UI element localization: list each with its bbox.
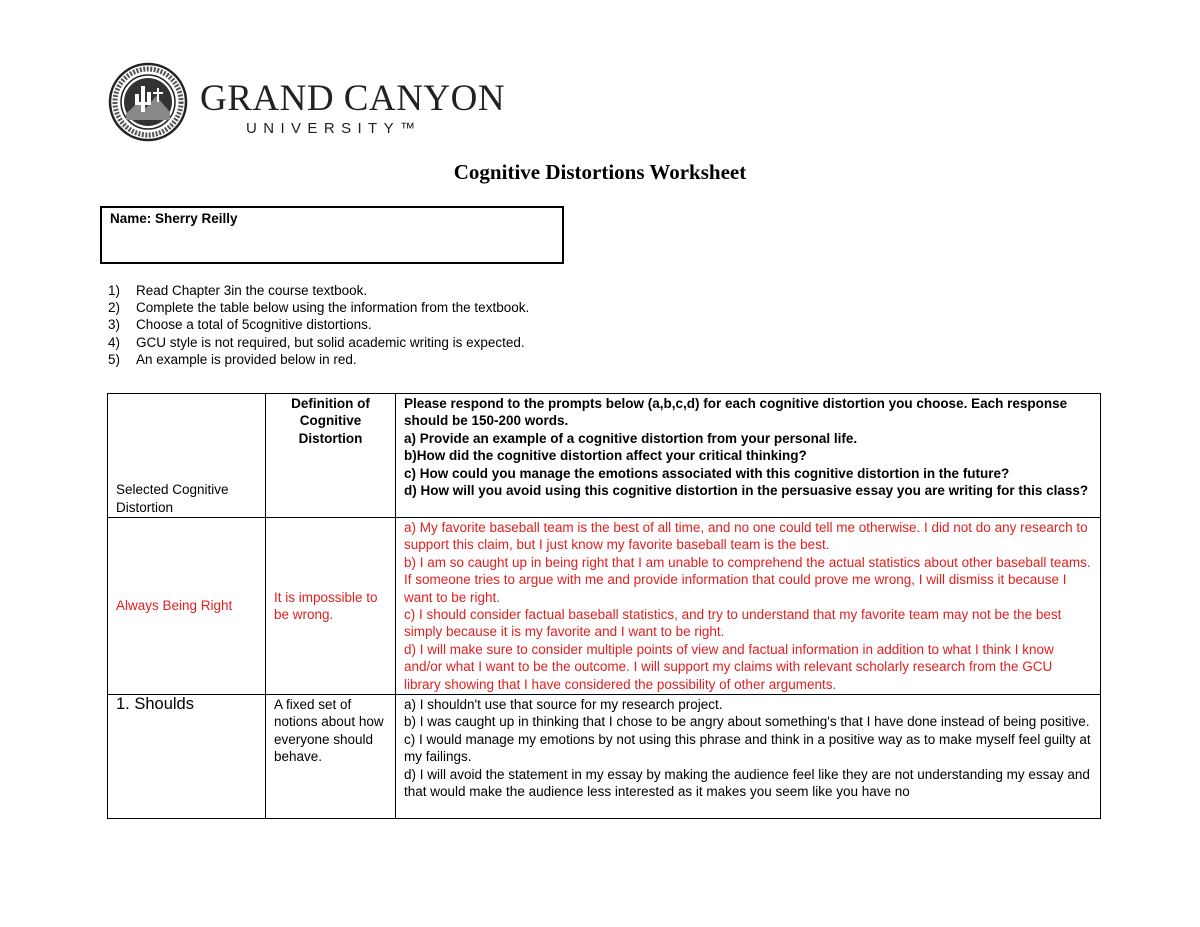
table-header-row	[108, 394, 1101, 518]
worksheet-title: Cognitive Distortions Worksheet	[453, 160, 747, 184]
instruction-item	[108, 334, 529, 351]
instruction-number: 3)	[108, 317, 121, 333]
student-name: Name: Sherry Reilly	[110, 211, 238, 226]
response-d: d) I will make sure to consider multiple points of view and factual information in addition to what I think I know and/or what I want to be the outcome. I will support my claims with relevant scholarly research from the GCU library showing that I have considered the possibility of other arguments.	[404, 641, 1054, 692]
responses-container	[404, 696, 1092, 814]
distortion-definition: A fixed set of notions about how everyone should behave.	[266, 695, 396, 819]
response-b: b) I am so caught up in being right that I am unable to comprehend the actual statistics about other baseball teams. If someone tries to argue with me and provide information that could prove me wrong, I will dismiss it because I want to be right.	[404, 554, 1091, 605]
instruction-item	[108, 282, 529, 299]
prompt-intro: Please respond to the prompts below (a,b,c,d) for each cognitive distortion you choose. Each response should be 150-200 words.	[404, 396, 1068, 429]
instruction-text: Choose a total of 5cognitive distortions.	[136, 317, 372, 333]
instruction-item	[108, 316, 529, 333]
instruction-item	[108, 351, 529, 368]
table-row	[108, 518, 1101, 695]
name-field-box	[100, 206, 564, 264]
instruction-text: Read Chapter 3in the course textbook.	[136, 283, 368, 298]
distortion-name: 1. Shoulds	[108, 695, 266, 819]
table-row	[108, 695, 1101, 819]
university-wordmark	[200, 80, 505, 137]
instruction-number: 2)	[108, 300, 121, 316]
response-a: a) I shouldn't use that source for my research project.	[404, 697, 723, 713]
distortion-name: Always Being Right	[108, 518, 266, 695]
instruction-item	[108, 299, 529, 316]
response-c: c) I should consider factual baseball statistics, and try to understand that my favorite team may not be the best simply because it is my favorite and I want to be right.	[404, 607, 1062, 640]
instruction-number: 5)	[108, 351, 121, 367]
response-d: d) I will avoid the statement in my essay by making the audience feel like they are not understanding my essay and that would make the audience less interested as it makes you seem like you have no	[404, 766, 1090, 800]
instruction-list	[108, 282, 529, 368]
university-subtitle: UNIVERSITY™	[246, 120, 422, 137]
prompt-d: d) How will you avoid using this cognitive distortion in the persuasive essay you are writing for this class?	[404, 483, 1089, 499]
prompt-a: a) Provide an example of a cognitive distortion from your personal life.	[404, 430, 858, 446]
response-b: b) I was caught up in thinking that I chose to be angry about something's that I have done instead of being positive.	[404, 714, 1090, 730]
instruction-text: Complete the table below using the information from the textbook.	[136, 300, 530, 316]
prompt-b: b)How did the cognitive distortion affect your critical thinking?	[404, 448, 807, 464]
header-prompts	[396, 394, 1101, 518]
distortion-responses	[396, 695, 1101, 819]
response-a: a) My favorite baseball team is the best of all time, and no one could tell me otherwise. I did not do any research to support this claim, but I just know my favorite baseball team is the best.	[404, 520, 1088, 553]
university-seal-icon	[108, 62, 188, 142]
header-definition: Definition of Cognitive Distortion	[266, 394, 396, 518]
instruction-text: GCU style is not required, but solid academic writing is expected.	[136, 334, 525, 350]
distortion-table	[107, 393, 1101, 819]
instruction-number: 4)	[108, 334, 121, 350]
response-c: c) I would manage my emotions by not using this phrase and think in a positive way as to make myself feel guilty at my failings.	[404, 731, 1091, 765]
header-selected-distortion: Selected Cognitive Distortion	[108, 394, 266, 518]
university-name: GRAND CANYON	[200, 78, 506, 119]
instruction-text: An example is provided below in red.	[136, 351, 357, 367]
distortion-responses	[396, 518, 1101, 695]
university-logo	[108, 62, 506, 142]
prompt-c: c) How could you manage the emotions associated with this cognitive distortion in the future?	[404, 465, 1010, 481]
distortion-definition: It is impossible to be wrong.	[266, 518, 396, 695]
instruction-number: 1)	[108, 283, 121, 298]
